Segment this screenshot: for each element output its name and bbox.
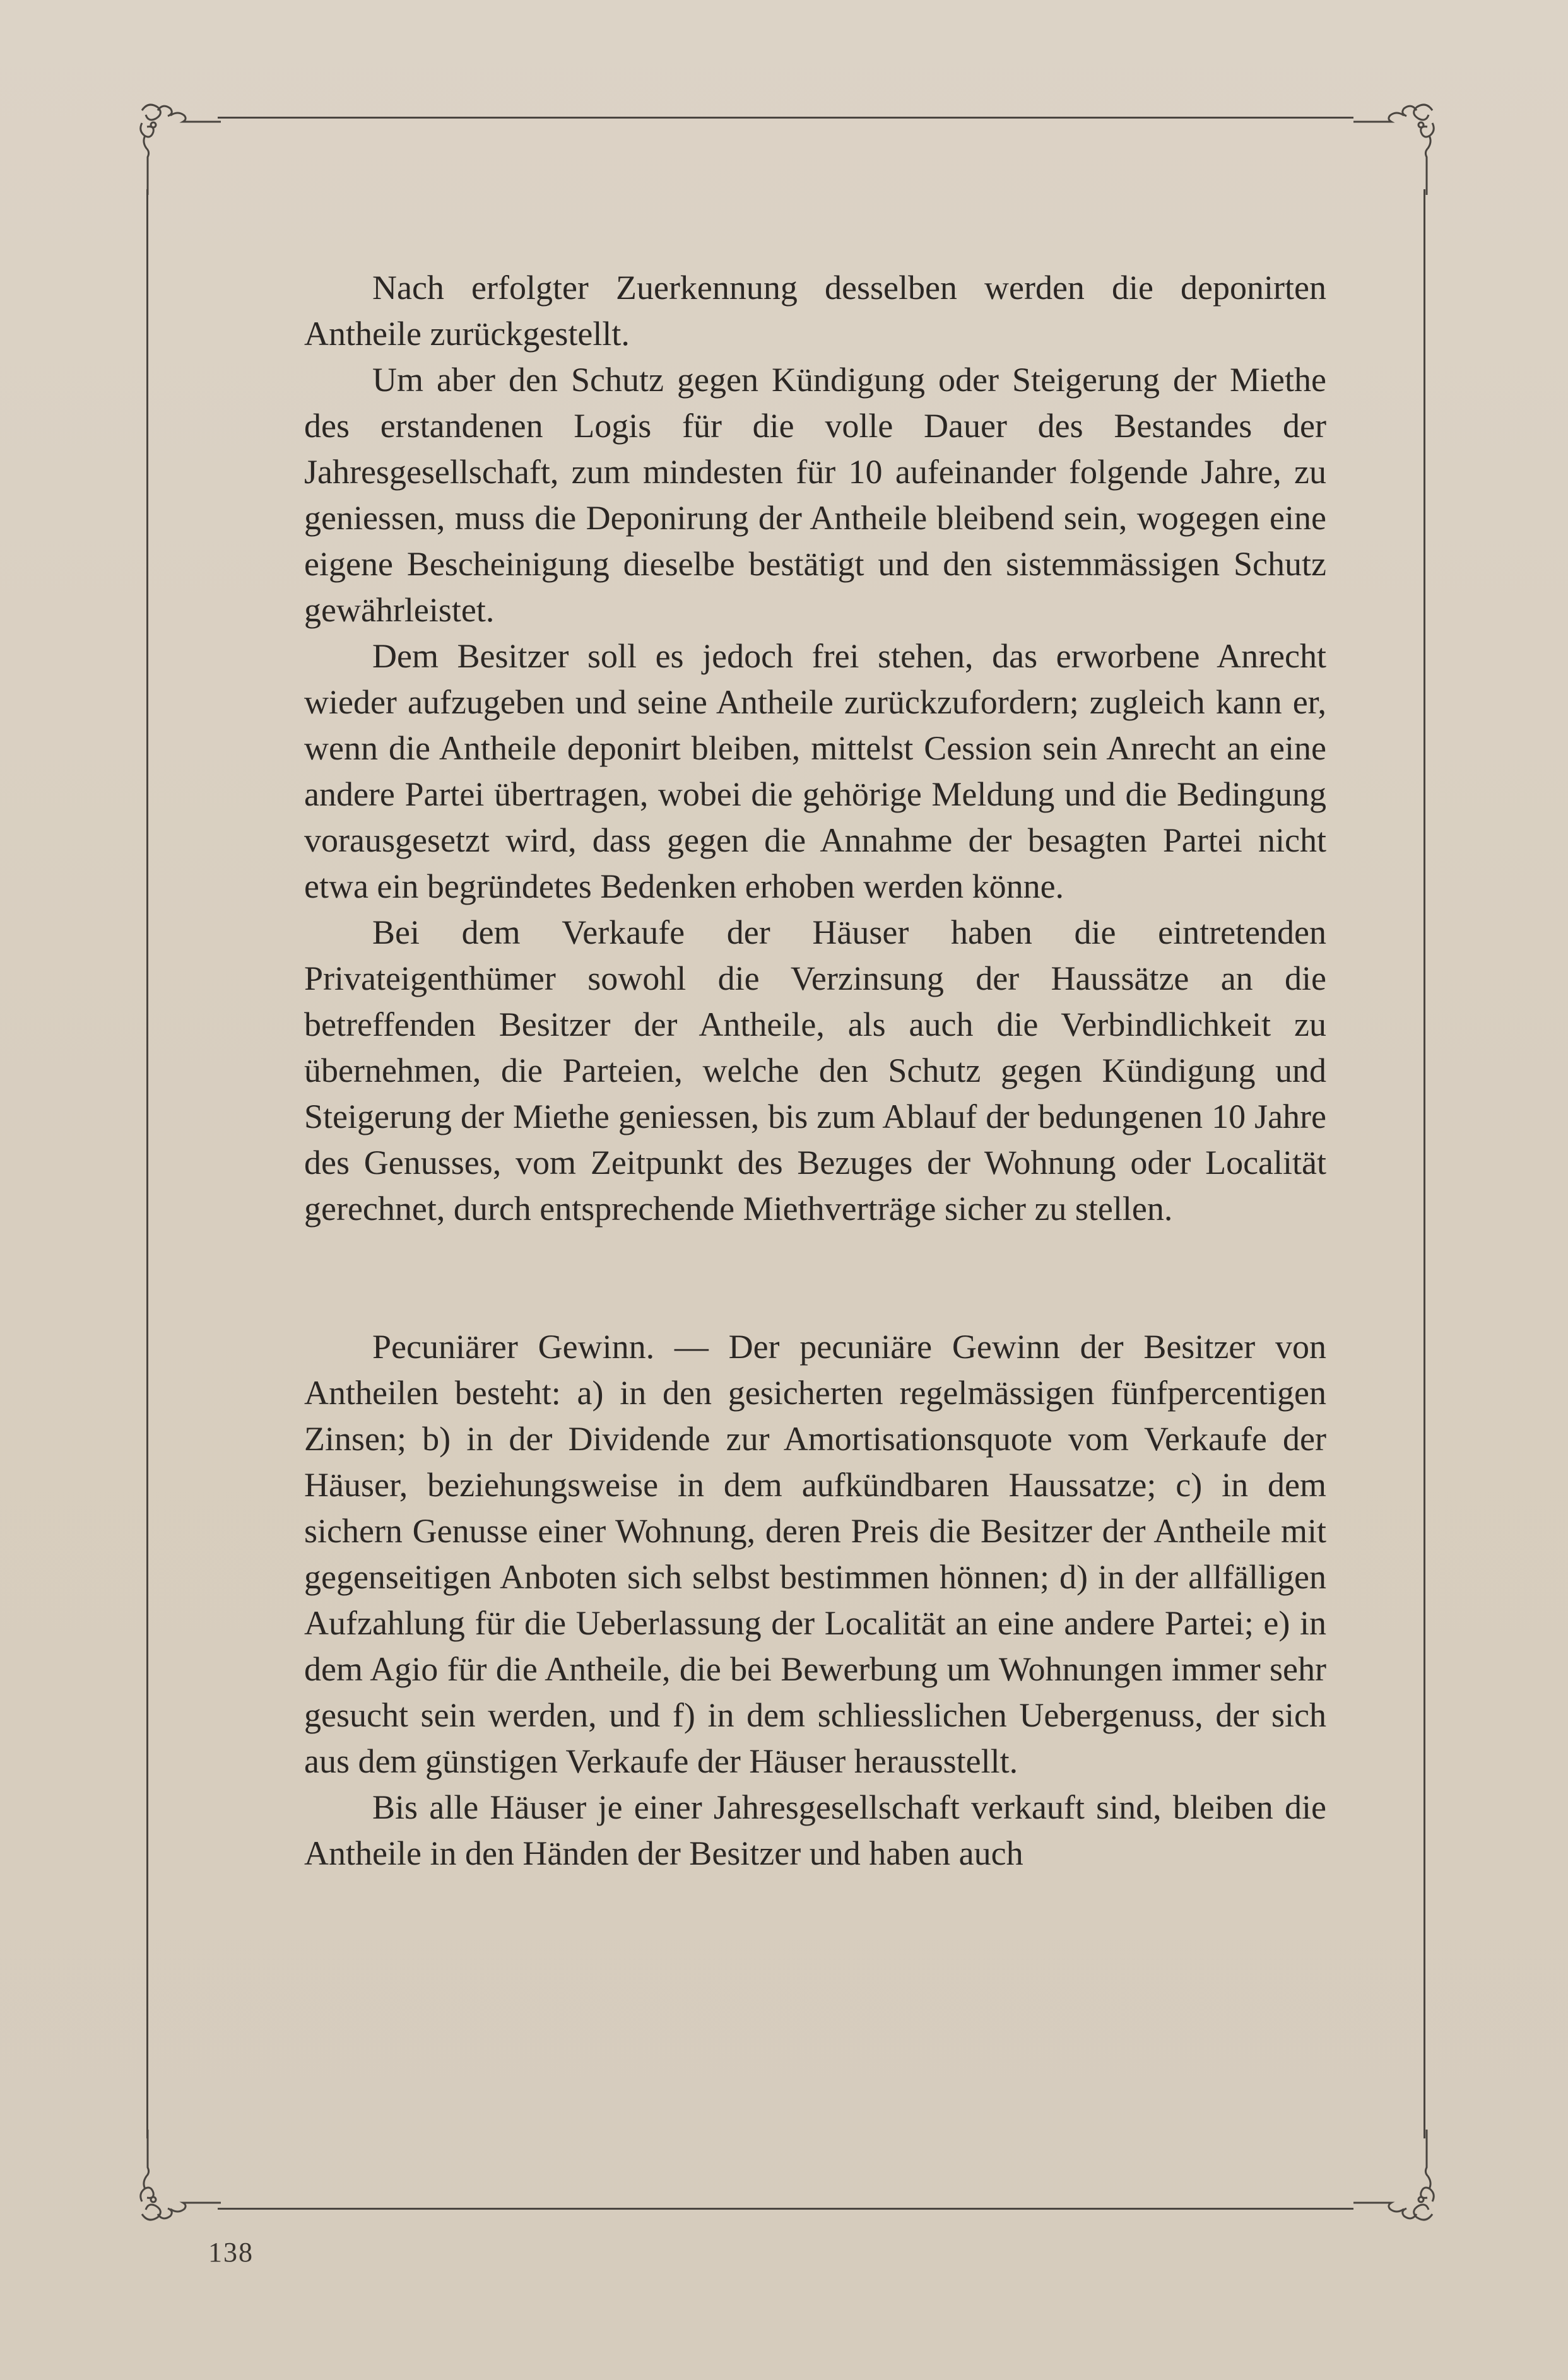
section-gap: [304, 1232, 1326, 1324]
frame-top-rule: [218, 117, 1353, 119]
paragraph-last: Bis alle Häuser je einer Jahresgesellschaft verkauft sind, bleiben die Antheile in den Händen der Besitzer und haben auch: [304, 1788, 1326, 1872]
corner-ornament-top-left-icon: [129, 95, 230, 196]
section-paragraph: [304, 1324, 1326, 1785]
paragraph-4: Bei dem Verkaufe der Häuser haben die eintretenden Privateigenthümer sowohl die Verzinsung der Haussätze an die betreffenden Besitzer der Antheile, als auch die Verbindlichkeit zu übernehmen, die Parteien, welche den Schutz gegen Kündigung und Steigerung der Miethe geniessen, bis zum Ablauf der bedungenen 10 Jahre des Genusses, vom Zeitpunkt des Bezuges der Wohnung oder Localität gerechnet, durch entsprechende Miethverträge sicher zu stellen.: [304, 913, 1326, 1228]
frame-bottom-rule: [218, 2208, 1353, 2210]
body-text: [304, 265, 1326, 1877]
frame-left-rule: [146, 189, 148, 2138]
frame-right-rule: [1424, 189, 1425, 2138]
corner-ornament-top-right-icon: [1344, 95, 1445, 196]
page-number: 138: [208, 2237, 254, 2268]
paragraph-2: Um aber den Schutz gegen Kündigung oder Steigerung der Miethe des erstandenen Logis für die volle Dauer des Bestandes der Jahresgesellschaft, zum mindesten für 10 aufeinander folgende Jahre, zu geniessen, muss die Deponirung der Antheile bleibend sein, wogegen eine eigene Bescheinigung dieselbe bestätigt und den sistemmässigen Schutz gewährleistet.: [304, 361, 1326, 629]
section-heading: Pecuniärer Gewinn.: [372, 1328, 655, 1366]
section-text: — Der pecuniäre Gewinn der Besitzer von Antheilen besteht: a) in den gesicherten regelmässigen fünfpercentigen Zinsen; b) in der Dividende zur Amortisationsquote vom Verkaufe der Häuser, beziehungsweise in dem aufkündbaren Haussatze; c) in dem sichern Genusse einer Wohnung, deren Preis die Besitzer der Antheile mit gegenseitigen Anboten sich selbst bestimmen hönnen; d) in der allfälligen Aufzahlung für die Ueberlassung der Localität an eine andere Partei; e) in dem Agio für die Antheile, die bei Bewerbung um Wohnungen immer sehr gesucht sein werden, und f) in dem schliesslichen Uebergenuss, der sich aus dem günstigen Verkaufe der Häuser herausstellt.: [304, 1328, 1326, 1780]
corner-ornament-bottom-right-icon: [1344, 2129, 1445, 2230]
paragraph-3: Dem Besitzer soll es jedoch frei stehen, das erworbene Anrecht wieder aufzugeben und seine Antheile zurückzufordern; zugleich kann er, wenn die Antheile deponirt bleiben, mittelst Cession sein Anrecht an eine andere Partei übertragen, wobei die gehörige Meldung und die Bedingung vorausgesetzt wird, dass gegen die Annahme der besagten Partei nicht etwa ein begründetes Bedenken erhoben werden könne.: [304, 637, 1326, 905]
paragraph-1: Nach erfolgter Zuerkennung desselben werden die deponirten Antheile zurückgestellt.: [304, 269, 1326, 353]
corner-ornament-bottom-left-icon: [129, 2129, 230, 2230]
